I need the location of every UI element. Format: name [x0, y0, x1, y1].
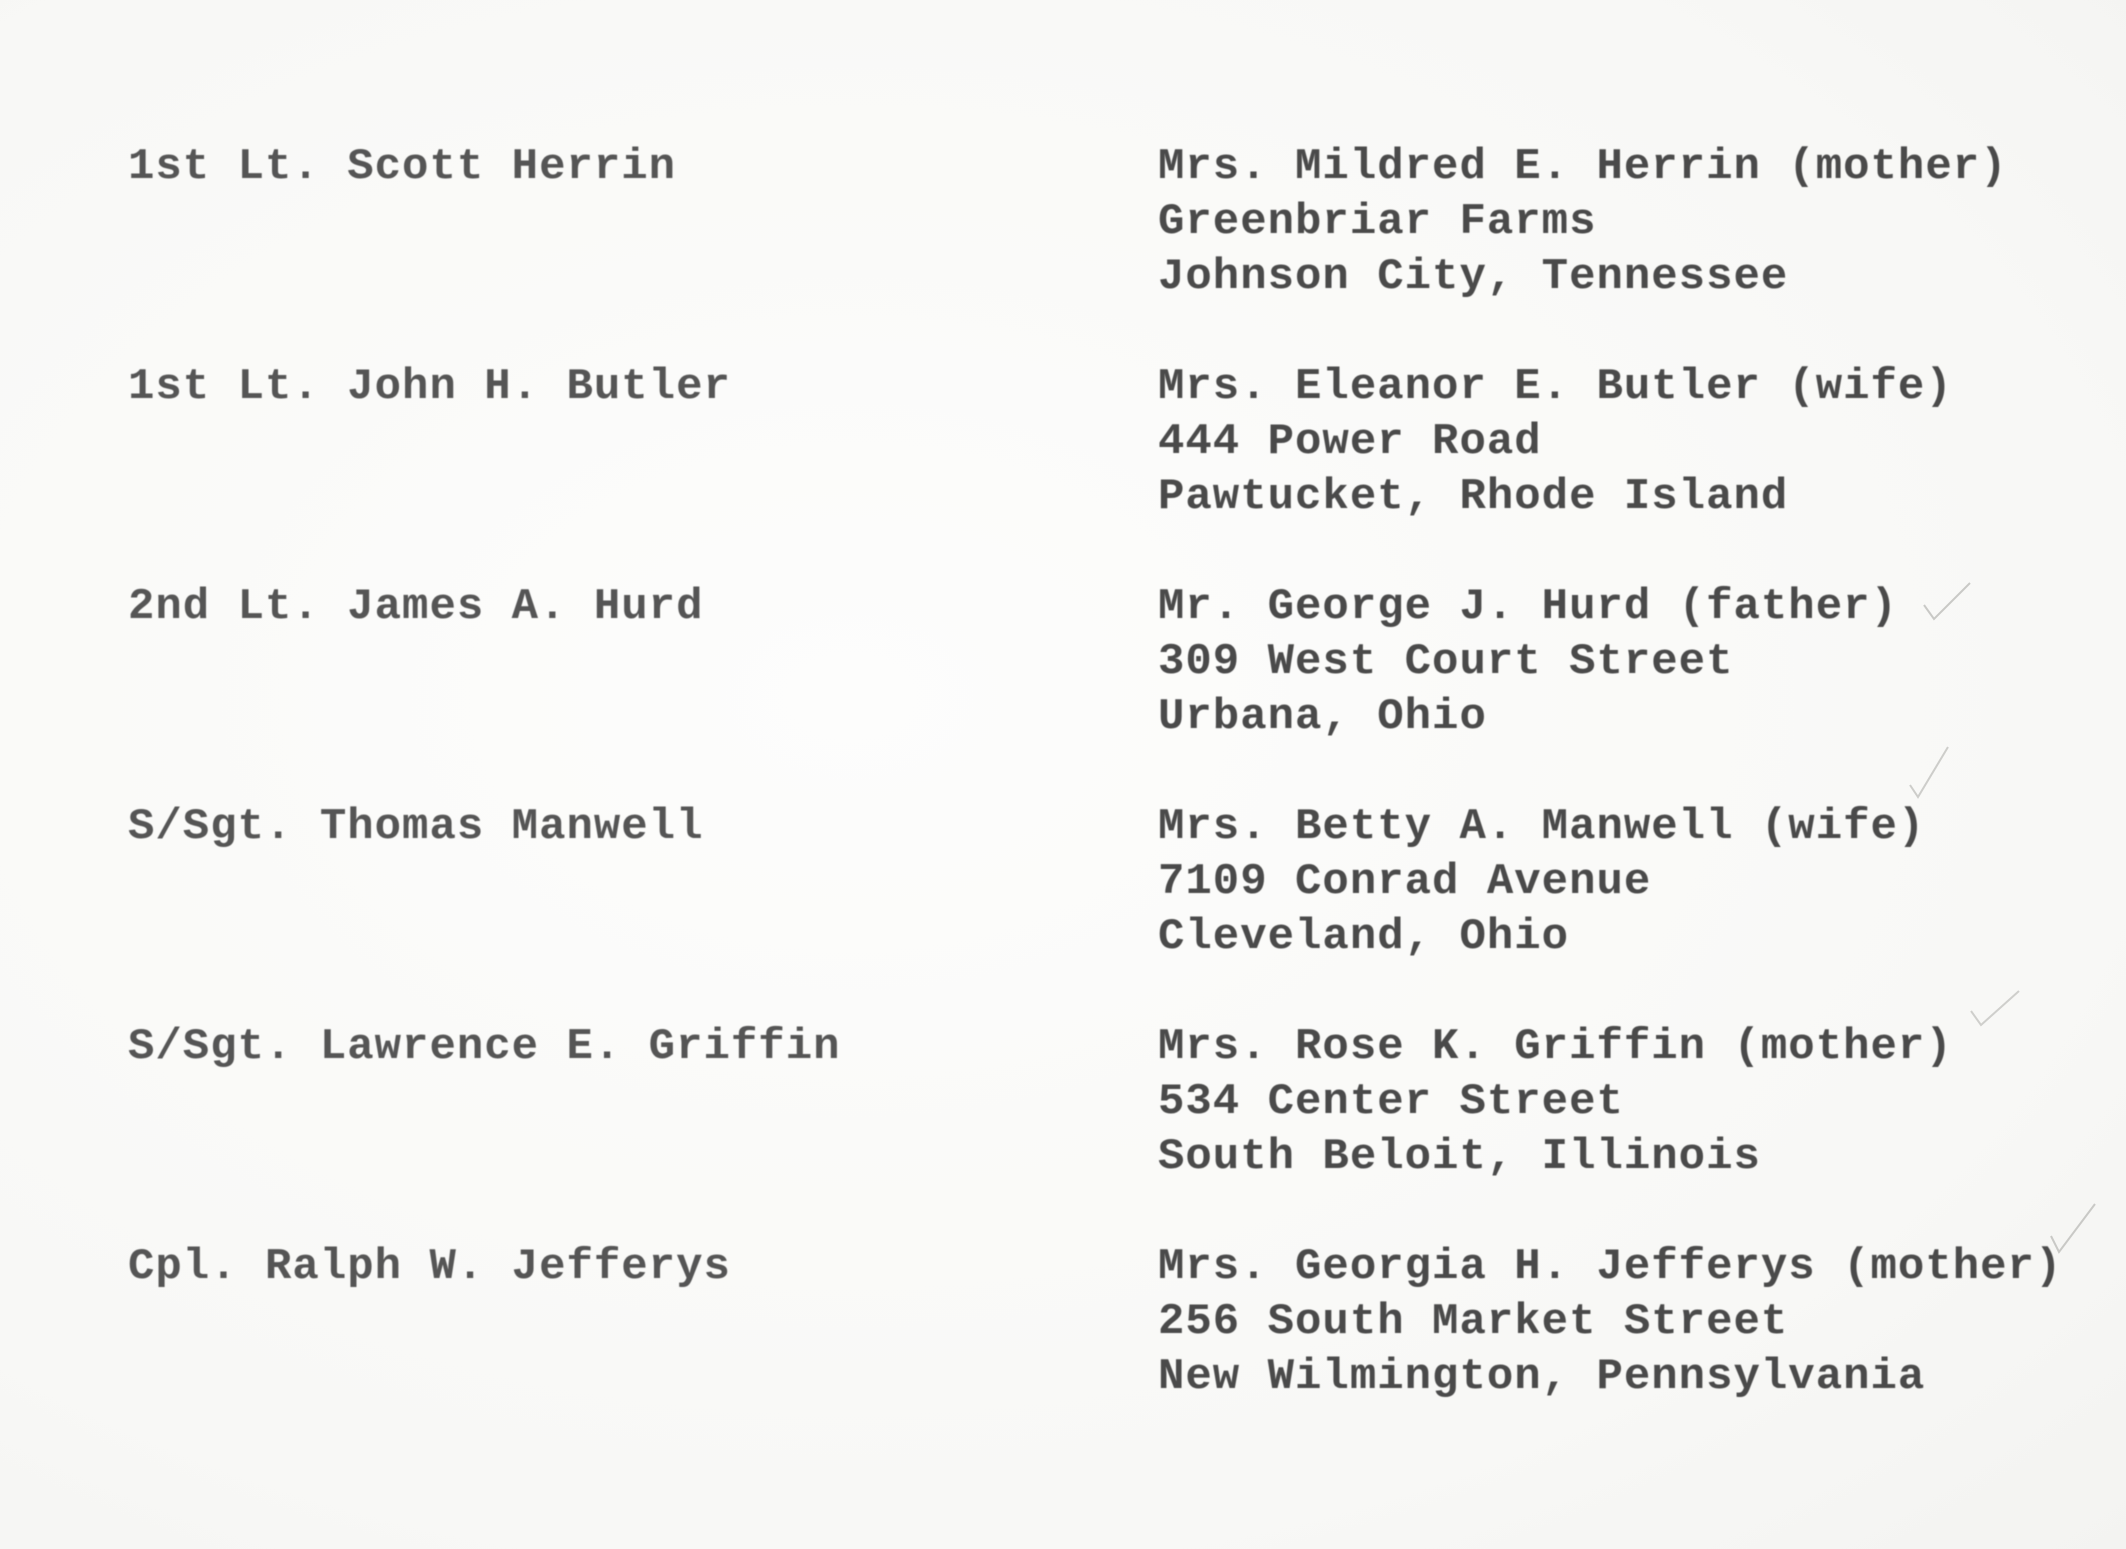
street: 444 Power Road [1158, 417, 1542, 467]
city: Cleveland, Ohio [1158, 912, 1570, 962]
next-of-kin-address [1158, 140, 2008, 305]
addressee: Mrs. Georgia H. Jefferys (mother) [1158, 1242, 2063, 1292]
street: Greenbriar Farms [1158, 197, 1597, 247]
addressee: Mrs. Eleanor E. Butler (wife) [1158, 362, 1953, 412]
serviceman-name: 1st Lt. Scott Herrin [128, 142, 677, 192]
next-of-kin-address [1158, 800, 1925, 965]
serviceman-name: 1st Lt. John H. Butler [128, 362, 731, 412]
next-of-kin-address [1158, 1020, 1953, 1185]
serviceman-name: S/Sgt. Lawrence E. Griffin [128, 1022, 841, 1072]
city: Pawtucket, Rhode Island [1158, 472, 1789, 522]
street: 309 West Court Street [1158, 637, 1734, 687]
roster-entry [0, 1020, 2126, 1200]
city: Urbana, Ohio [1158, 692, 1487, 742]
next-of-kin-address [1158, 580, 1898, 745]
roster-entry [0, 140, 2126, 320]
checkmark-icon [1900, 745, 1960, 805]
checkmark-icon [1965, 985, 2025, 1045]
addressee: Mrs. Betty A. Manwell (wife) [1158, 802, 1926, 852]
next-of-kin-address [1158, 360, 1953, 525]
roster-entry [0, 1240, 2126, 1420]
roster-entry [0, 360, 2126, 540]
city: Johnson City, Tennessee [1158, 252, 1789, 302]
city: South Beloit, Illinois [1158, 1132, 1761, 1182]
addressee: Mrs. Mildred E. Herrin (mother) [1158, 142, 2008, 192]
serviceman-name: S/Sgt. Thomas Manwell [128, 802, 704, 852]
addressee: Mr. George J. Hurd (father) [1158, 582, 1898, 632]
next-of-kin-address [1158, 1240, 2062, 1405]
roster-entry [0, 580, 2126, 760]
checkmark-icon [1918, 575, 1978, 635]
checkmark-icon [2045, 1200, 2105, 1260]
addressee: Mrs. Rose K. Griffin (mother) [1158, 1022, 1953, 1072]
serviceman-name: 2nd Lt. James A. Hurd [128, 582, 704, 632]
serviceman-name: Cpl. Ralph W. Jefferys [128, 1242, 731, 1292]
roster-entry [0, 800, 2126, 980]
city: New Wilmington, Pennsylvania [1158, 1352, 1926, 1402]
street: 7109 Conrad Avenue [1158, 857, 1652, 907]
street: 534 Center Street [1158, 1077, 1624, 1127]
street: 256 South Market Street [1158, 1297, 1789, 1347]
